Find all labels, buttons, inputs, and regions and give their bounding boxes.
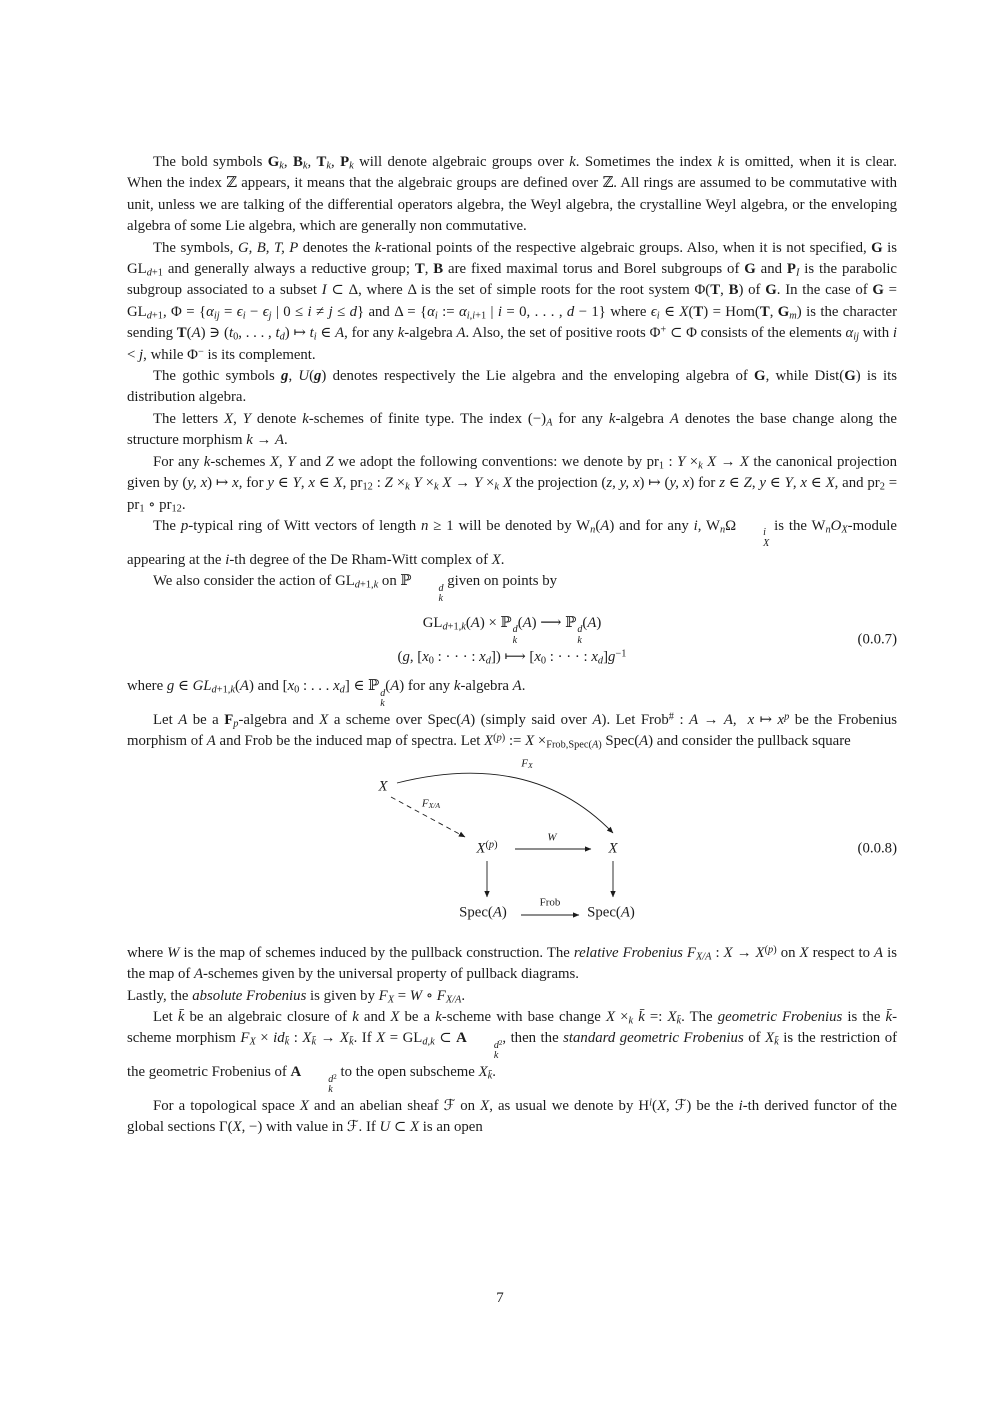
diagram-label-fxa: $F_{X/A}$ <box>421 797 441 810</box>
diagram-node-x-top: X <box>378 778 388 795</box>
diagram-node-spec-left: Spec(A) <box>459 904 507 921</box>
equation-line-2: (g, [$x_0$ : · · · : $x_d$]) ⟼ [$x_0$ : · · · : $x_d]g^{-1}$ <box>397 648 627 667</box>
paragraph-relative-frobenius: where W is the map of schemes induced by the pullback construction. The relative Frobenius $F_{X/A}$ : $X \to X^{(p)}$ on X respect to A is the map of A-schemes given by the universal property of pullback diagrams. <box>127 944 897 983</box>
equation-number-008: (0.0.8) <box>857 840 897 857</box>
diagram-node-spec-right: Spec(A) <box>587 904 635 921</box>
paragraph-letters-xy: The letters X, Y denote k-schemes of finite type. The index $(-)_A$ for any k-algebra A denotes the base change along the structure morphism k → A. <box>127 410 897 449</box>
pullback-diagram-0-0-8 <box>127 757 897 933</box>
equation-line-1: $GL_{d+1,k}(A)$ × ℙ d k (A) ⟶ ℙ d k (A) <box>422 614 602 646</box>
equation-0-0-7 <box>127 612 897 670</box>
diagram-node-xp: $X^{(p)}$ <box>476 839 498 857</box>
page-number: 7 <box>496 1290 504 1306</box>
paragraph-projections: For any k-schemes X, Y and Z we adopt the following conventions: we denote by $pr_1$ : $Y \times_k$ X → X the canonical projection given by (y, x) ↦ x, for y ∈ Y, x ∈ X, $pr_{12}$ : $Z \times_k$ $Y \times_k$ $X \to Y \times_k$ X the projection (z, y, x) ↦ (y, x) for z ∈ Z, y ∈ Y, x ∈ X, and $pr_2 = pr_1$ ∘ $pr_{12}$. <box>127 453 898 515</box>
paragraph-gl-action: We also consider the action of $GL_{d+1,k}$ on ℙ d k given on points by <box>153 572 558 605</box>
paragraph-geometric-frobenius: Let k̄ be an algebraic closure of k and X be a k-scheme with base change $X \times_k$ k̄ =: $X_{k̄}$. The geometric Frobenius is the k̄-scheme morphism $F_X \times id_{k̄}$ : $X_{k̄} \to X_{k̄}$. If $X = GL_{d,k}$ ⊂ A $d^2$ k , then the standard geometric Frobenius of $X_{k̄}$ is the restriction of the geometric Frobenius of A $d^2$ k to the open subscheme $X_{k̄}$. <box>127 1008 898 1096</box>
paragraph-witt-vectors: The p-typical ring of Witt vectors of length n ≥ 1 will be denoted by $W_n(A)$ and for any i, $W_n\Omega$ i X is the $W_nO_X$-module appearing at the i-th degree of the De Rham-Witt complex of X. <box>127 517 897 568</box>
paragraph-absolute-frobenius: Lastly, the absolute Frobenius is given by $F_X = W$ ∘ $F_{X/A}$. <box>127 987 466 1006</box>
page-content <box>127 152 897 1139</box>
equation-lines <box>127 612 897 670</box>
paragraph-frobenius-setup: Let A be a $F_p$-algebra and X a scheme over Spec(A) (simply said over A). Let Frob# : A → A, x ↦ $x^p$ be the Frobenius morphism of A and Frob be the induced map of spectra. Let $X^{(p)}$ := $X \times_{Frob,Spec(A)}$ Spec(A) and consider the pullback square <box>127 711 897 751</box>
diagram-node-x-right: X <box>608 840 618 857</box>
diagram-label-w: W <box>547 831 557 844</box>
diagram-arrows <box>127 757 897 933</box>
diagram-label-frob: Frob <box>539 896 561 909</box>
paragraph-bold-symbols: The bold symbols $G_k$, $B_k$, $T_k$, $P_k$ will denote algebraic groups over k. Sometimes the index k is omitted, when it is clear. When the index ℤ appears, it means that the algebraic groups are defined over ℤ. All rings are assumed to be commutative with unit, unless we are talking of the differential operators algebra, the Weyl algebra, the crystalline Weyl algebra, or the enveloping algebra of some Lie algebra, which are generally non commutative. <box>127 154 897 235</box>
paragraph-gothic-symbols: The gothic symbols g, U(g) denotes respectively the Lie algebra and the enveloping algebra of G, while Dist(G) is its distribution algebra. <box>127 368 897 406</box>
diagram-label-fx: $F_X$ <box>521 757 533 770</box>
equation-number-007: (0.0.7) <box>857 631 897 648</box>
paragraph-sheaf-cohomology: For a topological space X and an abelian sheaf ℱ on X, as usual we denote by $H^i(X$, ℱ) be the i-th derived functor of the global sections Γ(X, −) with value in ℱ. If U ⊂ X is an open <box>127 1097 897 1136</box>
paragraph-where-g: where g ∈ $GL_{d+1,k}(A)$ and [$x_0$ : . . . $x_d$] ∈ ℙ d k (A) for any k-algebra A. <box>127 678 526 710</box>
paragraph-rational-points: The symbols, G, B, T, P denotes the k-rational points of the respective algebraic groups. Also, when it is not specified, G is $GL_{d+1}$ and generally always a reductive group; T, B are fixed maximal torus and Borel subgroups of G and $P_I$ is the parabolic subgroup associated to a subset I ⊂ Δ, where Δ is the set of simple roots for the root system Φ(T, B) of G. In the case of $G = GL_{d+1}$, $\Phi = \{\alpha_{ij} = \epsilon_i - \epsilon_j$ | 0 ≤ i ≠ j ≤ d} and $\Delta = \{\alpha_i$ := $\alpha_{i,i+1}$ | i = 0, . . . , d − 1} where $\epsilon_i$ ∈ X(T) = Hom(T, $G_m$) is the character sending T(A) ∋ ($t_0$, . . . , $t_d$) ↦ $t_i$ ∈ A, for any k-algebra A. Also, the set of positive roots Φ+ ⊂ Φ consists of the elements $\alpha_{ij}$ with i < j, while Φ− is its complement. <box>127 239 898 363</box>
